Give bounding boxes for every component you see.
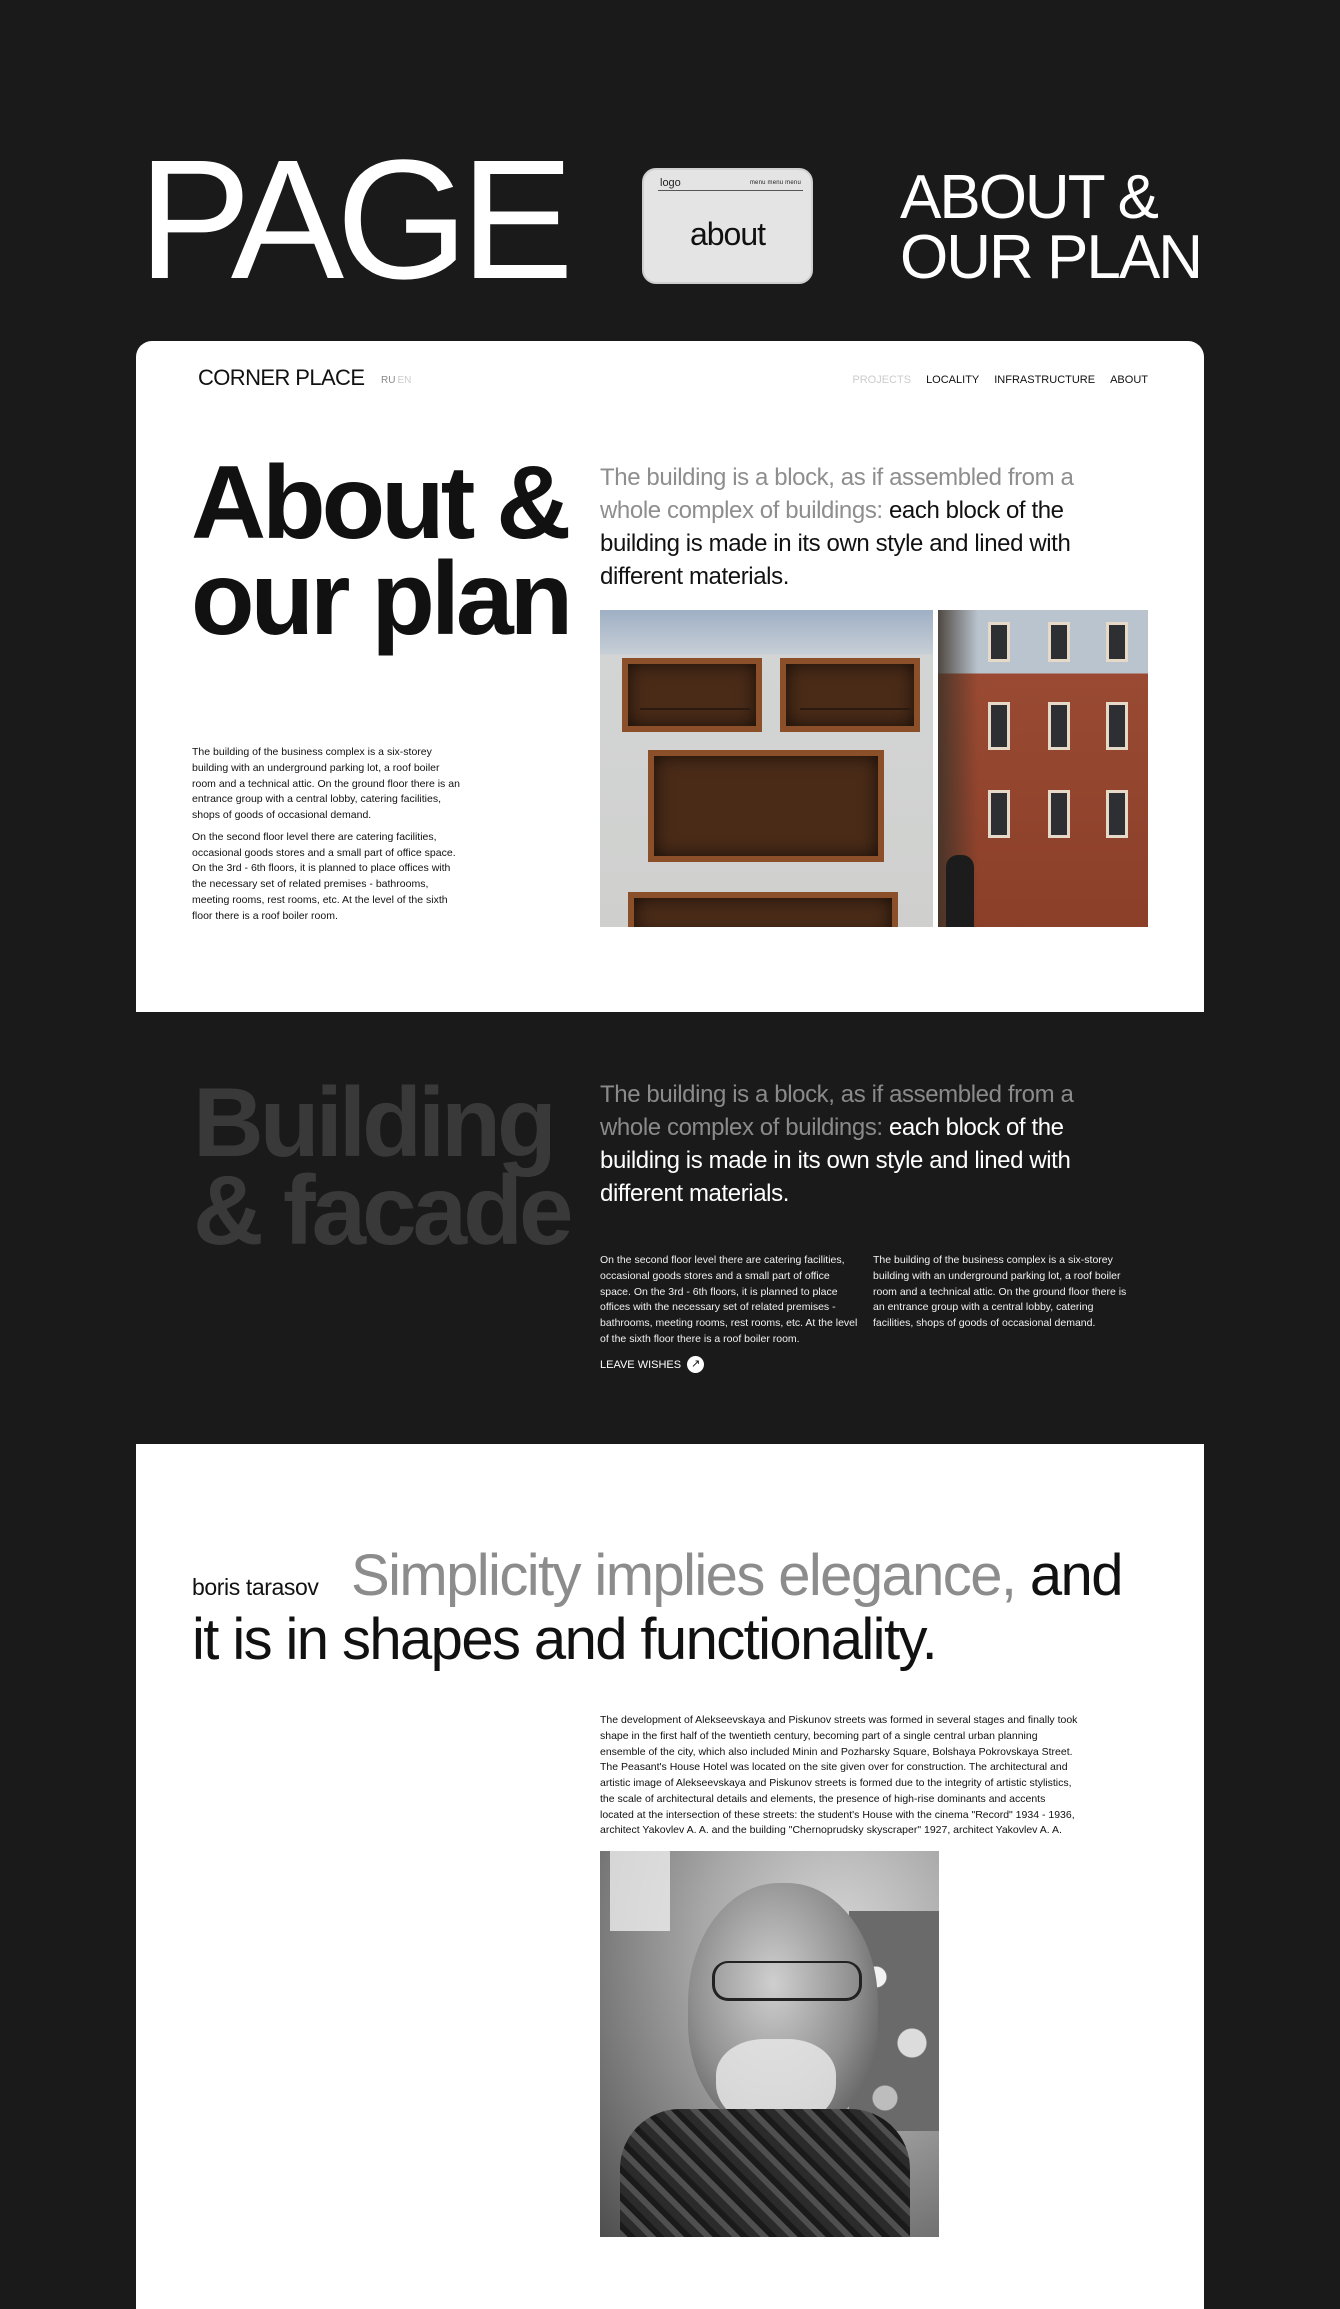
section-title-line2: OUR PLAN [900, 222, 1201, 292]
wireframe-title: about [689, 216, 766, 252]
arrow-up-right-icon: ↗ [687, 1356, 704, 1373]
about-lead-gray: The building is a block, as if assembled from a whole complex of buildings: [600, 464, 1074, 525]
author-portrait [600, 1851, 939, 2237]
facade-window [622, 658, 762, 732]
facade-photo [600, 610, 933, 927]
quote-gray: Simplicity implies elegance, [351, 1543, 1016, 1608]
page-heading: PAGE [138, 125, 566, 315]
section-title [900, 163, 1201, 292]
lang-en[interactable]: EN [397, 375, 412, 386]
facade-window [628, 892, 898, 927]
nav-item-projects[interactable]: PROJECTS [852, 374, 912, 386]
building-heading-line1: Building [193, 1067, 553, 1177]
about-heading [191, 445, 570, 657]
main-menu [852, 374, 1148, 386]
brick-window [988, 622, 1010, 662]
building-column-2: The building of the business complex is a six-storey building with an underground parking lot, a roof boiler room and a technical attic. On the ground floor there is an entrance group with a central lobby, catering facilities, shops of goods of occasional demand. [873, 1254, 1127, 1329]
building-column-1: On the second floor level there are catering facilities, occasional goods stores and a small part of office space. On the 3rd - 6th floors, it is planned to place offices with the necessary set of related premises - bathrooms, meeting rooms, rest rooms, etc. At the level of the sixth floor there is a roof boiler room. [600, 1254, 858, 1345]
brick-window [1048, 790, 1070, 838]
wireframe-menu: menu menu menu [749, 180, 801, 186]
language-switch [381, 375, 411, 386]
building-lead-gray: The building is a block, as if assembled from a whole complex of buildings: [600, 1081, 1074, 1142]
founder-quote [192, 1544, 1162, 1672]
brick-window [1106, 790, 1128, 838]
brand-logo[interactable]: CORNER PLACE [198, 365, 365, 390]
wireframe-thumbnail [642, 168, 813, 284]
leave-wishes-label: LEAVE WISHES [600, 1358, 682, 1371]
person-figure [946, 855, 974, 927]
brick-building-photo [938, 610, 1148, 927]
quote-dark: and it is in shapes and functionality. [192, 1543, 1122, 1672]
section-title-line1: ABOUT & [900, 163, 1158, 232]
brick-window [988, 790, 1010, 838]
facade-railing [640, 708, 750, 710]
wireframe-divider [658, 190, 803, 191]
building-lead-white: each block of the building is made in its own style and lined with different materials. [600, 1114, 1071, 1208]
glasses [712, 1961, 862, 2001]
quote-author: boris tarasov [192, 1574, 319, 1600]
brick-window [1048, 702, 1070, 750]
facade-railing [800, 708, 910, 710]
page-mockup [136, 341, 1204, 2309]
history-paragraph: The development of Alekseevskaya and Piskunov streets was formed in several stages and finally took shape in the first half of the twentieth century, becoming part of a single central urban planning ensemble of the city, which also included Minin and Pozharsky Square, Bolshaya Pokrovskaya Street. The Peasant's House Hotel was located on the site given over for construction. The architectural and artistic image of Alekseevskaya and Piskunov streets is formed due to the integrity of artistic stylistics, the scale of architectural details and elements, the presence of high-rise dominants and accents located at the intersection of these streets: the student's House with the cinema "Record" 1934 - 1936, architect Yakovlev A. A. and the building "Chernoprudsky skyscraper" 1927, architect Yakovlev A. A. [600, 1714, 1078, 1837]
building-facade-section [136, 1012, 1204, 1444]
brick-window [1106, 622, 1128, 662]
about-paragraph-2: On the second floor level there are catering facilities, occasional goods stores and a small part of office space. On the 3rd - 6th floors, it is planned to place offices with the necessary set of related premises - bathrooms, meeting rooms, rest rooms, etc. At the level of the sixth floor there is a roof boiler room. [192, 830, 456, 922]
building-heading-line2: & facade [193, 1155, 570, 1266]
about-paragraph-1: The building of the business complex is a six-storey building with an underground parking lot, a roof boiler room and a technical attic. On the ground floor there is an entrance group with a central lobby, catering facilities, shops of goods of occasional demand. [192, 746, 460, 821]
nav-item-about[interactable]: ABOUT [1110, 374, 1148, 386]
brick-window [988, 702, 1010, 750]
brick-window [1106, 702, 1128, 750]
top-navigation [136, 341, 1204, 411]
leave-wishes-button[interactable] [600, 1356, 704, 1373]
wireframe-logo: logo [660, 177, 681, 189]
about-description [192, 745, 462, 930]
lang-ru[interactable]: RU [381, 375, 396, 386]
about-lead [600, 461, 1120, 593]
about-heading-line2: our plan [191, 540, 570, 657]
nav-item-locality[interactable]: LOCALITY [926, 374, 980, 386]
brick-window [1048, 622, 1070, 662]
facade-window [780, 658, 920, 732]
building-lead [600, 1078, 1120, 1210]
facade-window [648, 750, 884, 862]
about-lead-dark: each block of the building is made in its own style and lined with different materials. [600, 497, 1071, 591]
nav-item-infrastructure[interactable]: INFRASTRUCTURE [994, 374, 1096, 386]
building-heading [193, 1067, 570, 1266]
about-heading-line1: About & [191, 445, 568, 561]
